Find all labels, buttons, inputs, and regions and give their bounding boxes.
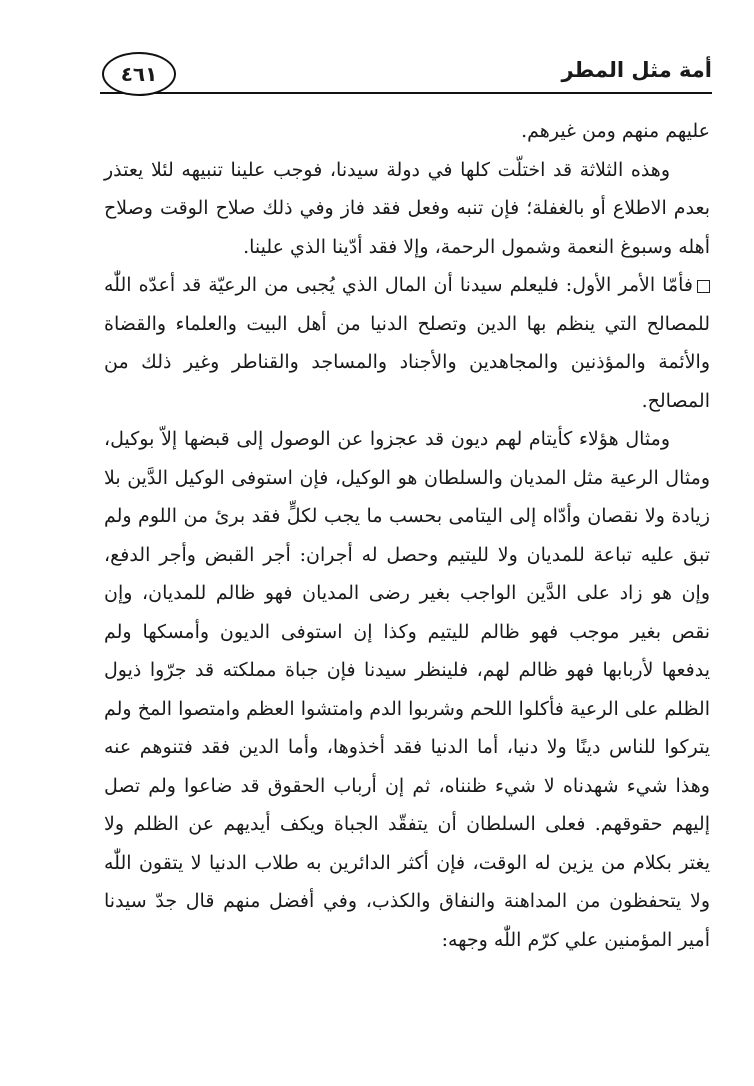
page-number: ٤٦١ — [120, 62, 158, 86]
header-rule — [100, 92, 712, 94]
running-title: أمة مثل المطر — [555, 58, 712, 82]
page-number-badge — [102, 52, 176, 96]
page-header — [100, 44, 712, 104]
paragraph — [104, 151, 710, 267]
paragraph-text: عليهم منهم ومن غيرهم. — [521, 120, 710, 142]
paragraph — [104, 112, 710, 151]
paragraph-text: فأمّا الأمر الأول: فليعلم سيدنا أن المال الذي يُجبى من الرعيّة قد أعدّه اللّٰه للمصالح التي ينظم بها الدين وتصلح الدنيا من أهل البيت والعلماء والقضاة والأئمة والمؤذنين والمجاهدين والأجناد والمساجد والقناطر وغير ذلك من المصالح. — [104, 274, 710, 412]
square-bullet-icon — [697, 280, 710, 293]
paragraph-text: ومثال هؤلاء كأيتام لهم ديون قد عجزوا عن الوصول إلى قبضها إلاّ بوكيل، ومثال الرعية مثل المديان والسلطان هو الوكيل، فإن استوفى الوكيل الدَّين بلا زيادة ولا نقصان وأدّاه إلى اليتامى بحسب ما يجب لكلٍّ فقد برئ من اللوم ولم تبق عليه تباعة للمديان ولا لليتيم وحصل له أجران: أجر القبض وأجر الدفع، وإن هو زاد على الدَّين الواجب بغير رضى المديان فهو ظالم للمديان، وإن نقص بغير موجب فهو ظالم لليتيم وكذا إن استوفى الديون وأمسكها ولم يدفعها لأربابها فهو ظالم لهم، فلينظر سيدنا فإن جباة مملكته قد جرّوا ذيول الظلم على الرعية فأكلوا اللحم وشربوا الدم وامتشوا العظم وامتصوا المخ ولم يتركوا للناس دينًا ولا دنيا، أما الدنيا فقد أخذوها، وأما الدين فقد فتنوهم عنه وهذا شيء شهدناه لا شيء ظنناه، ثم إن أرباب الحقوق قد ضاعوا ولم تصل إليهم حقوقهم. فعلى السلطان أن يتفقّد الجباة ويكف أيديهم عن الظلم ولا يغتر بكلام من يزين له الوقت، فإن أكثر الدائرين به طلاب الدنيا لا يتقون اللّٰه ولا يتحفظون من المداهنة والنفاق والكذب، وفي أفضل منهم قال جدّ سيدنا أمير المؤمنين علي كرّم اللّٰه وجهه: — [104, 428, 710, 951]
paragraph-text: وهذه الثلاثة قد اختلّت كلها في دولة سيدنا، فوجب علينا تنبيهه لئلا يعتذر بعدم الاطلاع أو بالغفلة؛ فإن تنبه وفعل فقد فاز وفي ذلك صلاح الوقت وصلاح أهله وسبوغ النعمة وشمول الرحمة، وإلا فقد أدّينا الذي علينا. — [104, 158, 710, 258]
paragraph — [104, 266, 710, 420]
paragraph — [104, 420, 710, 959]
body-text — [104, 112, 710, 959]
